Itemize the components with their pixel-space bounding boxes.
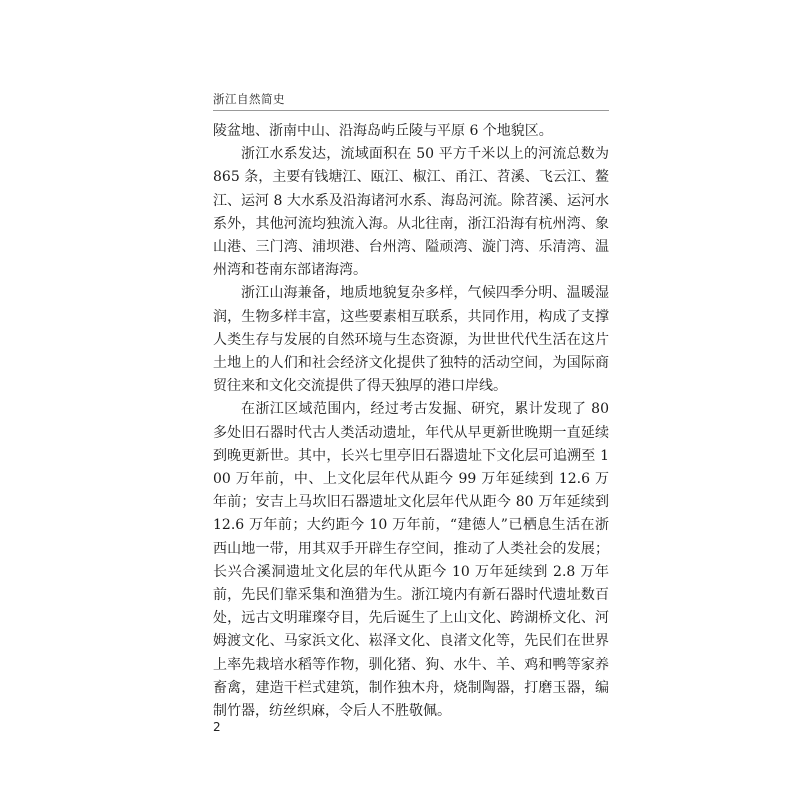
paragraph-archaeology: 在浙江区域范围内，经过考古发掘、研究，累计发现了 80 多处旧石器时代古人类活动遗址，年代从早更新世晚期一直延续到晚更新世。其中，长兴七里亭旧石器遗址下文化层可追溯至 100 万年前，中、上文化层年代从距今 99 万年延续到 12.6 万年前；安吉上马坎旧石器遗址文化层年代从距今 80 万年延续到 12.6 万年前；大约距今 10 万年前，“建德人”已栖息生活在浙西山地一带，用其双手开辟生存空间，推动了人类社会的发展；长兴合溪洞遗址文化层的年代从距今 10 万年延续到 2.8 万年前，先民们靠采集和渔猎为生。浙江境内有新石器时代遗址数百处，远古文明璀璨夺目，先后诞生了上山文化、跨湖桥文化、河姆渡文化、马家浜文化、崧泽文化、良渚文化等，先民们在世界上率先栽培水稻等作物，驯化猪、狗、水牛、羊、鸡和鸭等家养畜禽，建造干栏式建筑，制作独木舟，烧制陶器，打磨玉器，编制竹器，纺丝织麻，令后人不胜敬佩。 (213, 401, 609, 720)
page-number: 2 (213, 720, 221, 734)
paragraph-environment: 浙江山海兼备，地质地貌复杂多样，气候四季分明、温暖湿润，生物多样丰富，这些要素相互联系，共同作用，构成了支撑人类生存与发展的自然环境与生态资源，为世世代代生活在这片土地上的人们和社会经济文化提供了独特的活动空间，为国际商贸往来和文化交流提供了得天独厚的港口岸线。 (213, 285, 609, 395)
running-title: 浙江自然简史 (213, 92, 285, 106)
paragraph-continued: 陵盆地、浙南中山、沿海岛屿丘陵与平原 6 个地貌区。 (213, 123, 553, 139)
body-text (213, 120, 609, 723)
header-rule (213, 110, 609, 111)
paragraph-water-system: 浙江水系发达，流域面积在 50 平方千米以上的河流总数为 865 条，主要有钱塘江、瓯江、椒江、甬江、苕溪、飞云江、鳌江、运河 8 大水系及沿海诸河水系、海岛河流。除苕溪、运河水系外，其他河流均独流入海。从北往南，浙江沿海有杭州湾、象山港、三门湾、浦坝港、台州湾、隘顽湾、漩门湾、乐清湾、温州湾和苍南东部诸海湾。 (213, 146, 609, 279)
